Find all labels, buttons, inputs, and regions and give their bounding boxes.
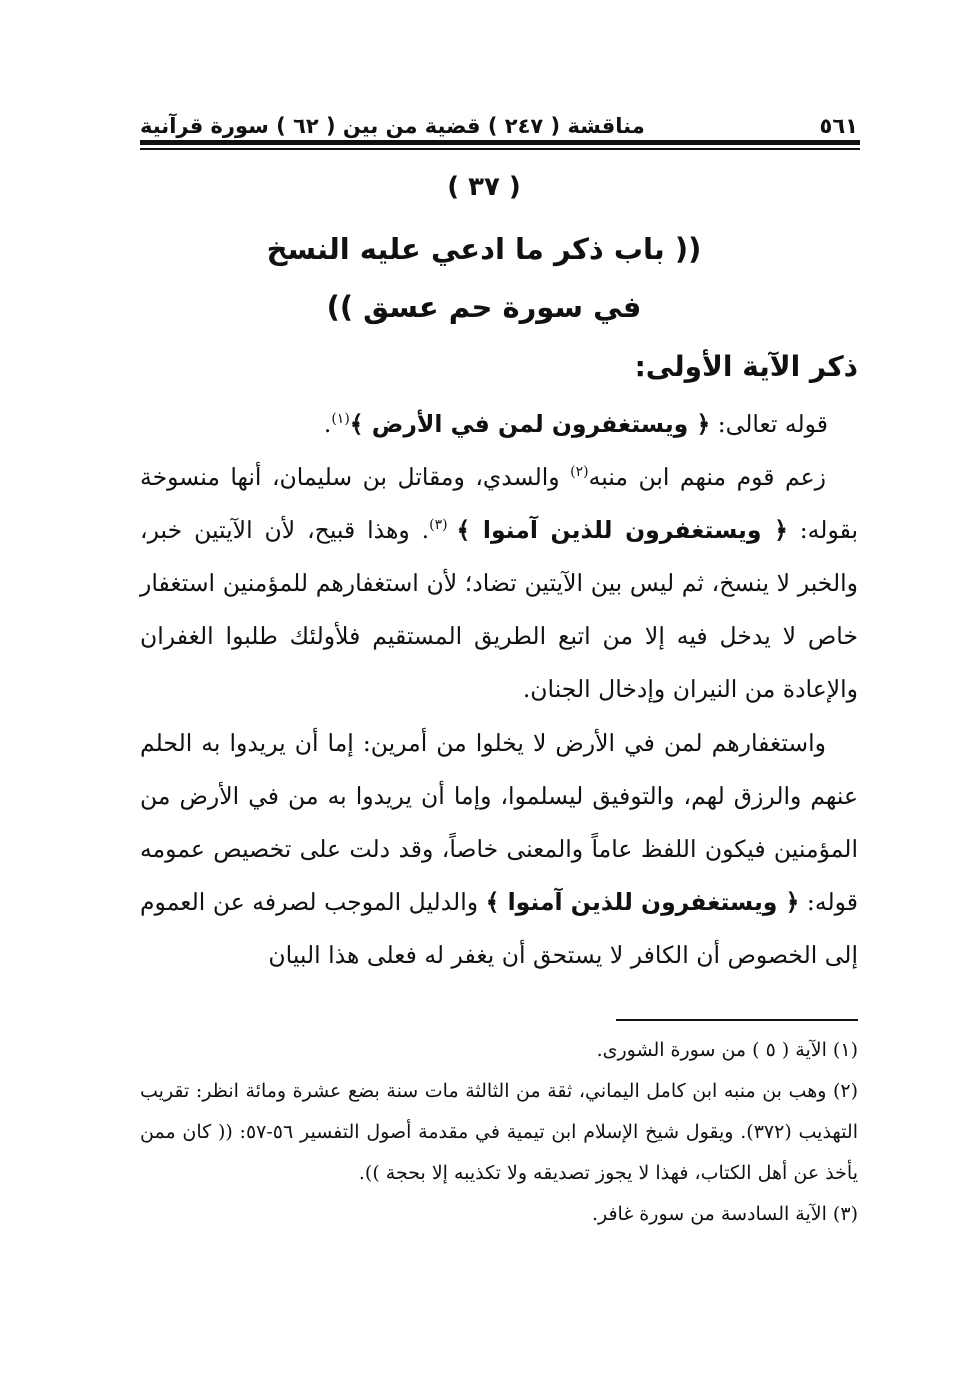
footnote-ref: (٣) bbox=[429, 517, 457, 534]
quran-verse: ﴿ ويستغفرون لمن في الأرض ﴾ bbox=[349, 410, 711, 438]
intro-verse-line bbox=[140, 398, 858, 451]
footnote-separator bbox=[616, 1019, 858, 1021]
footnote-ref: (١) bbox=[331, 411, 350, 428]
paragraph-2-text-b: والدليل الموجب لصرفه عن العموم إلى الخصوص أن الكافر لا يستحق أن يغفر له فعلى هذا البيان bbox=[140, 888, 858, 969]
header-rule-thick bbox=[140, 140, 860, 145]
chapter-number: ( ٣٧ ) bbox=[447, 172, 521, 202]
paragraph-1-text-c: . وهذا قبيح، لأن الآيتين خبر، والخبر لا ينسخ، ثم ليس بين الآيتين تضاد؛ لأن استغفارهم للمؤمنين استغفار خاص لا يدخل فيه إلا من اتبع الطريق المستقيم فلأولئك طلبوا الغفران والإعادة من النيران وإدخال الجنان. bbox=[140, 516, 858, 703]
page-number: ٥٦١ bbox=[819, 114, 858, 138]
footnote-1: (١) الآية ( ٥ ) من سورة الشورى. bbox=[596, 1039, 858, 1061]
chapter-title-line2: في سورة حم عسق )) bbox=[326, 290, 642, 324]
footnotes bbox=[140, 1030, 858, 1235]
intro-suffix: . bbox=[323, 410, 332, 438]
paragraph-2-text-a: واستغفارهم لمن في الأرض لا يخلوا من أمرين: إما أن يريدوا به الحلم عنهم والرزق لهم، والتوفيق ليسلموا، وإما أن يريدوا به من في الأرض من المؤمنين فيكون اللفظ عاماً والمعنى خاصاً، وقد دلت على تخصيص عمومه قوله: bbox=[140, 729, 858, 916]
paragraph-2 bbox=[140, 717, 858, 982]
paragraph-1 bbox=[140, 451, 858, 716]
footnote-2: (٢) وهب بن منبه ابن كامل اليماني، ثقة من الثالثة مات سنة بضع عشرة ومائة انظر: تقريب التهذيب (٣٧٢). ويقول شيخ الإسلام ابن تيمية في مقدمة أصول التفسير ٥٦-٥٧: (( كان ممن يأخذ عن أهل الكتاب، فهذا لا يجوز تصديقه ولا تكذيبه إلا بحجة )). bbox=[140, 1080, 858, 1184]
paragraph-1-text-b: والسدي، ومقاتل بن سليمان، أنها منسوخة بقوله: bbox=[140, 463, 859, 544]
chapter-title-line1: (( باب ذكر ما ادعي عليه النسخ bbox=[266, 232, 702, 266]
intro-prefix: قوله تعالى: bbox=[710, 410, 828, 438]
footnote-ref: (٢) bbox=[570, 464, 589, 481]
quran-verse: ﴿ ويستغفرون للذين آمنوا ﴾ bbox=[456, 516, 788, 544]
quran-verse: ﴿ ويستغفرون للذين آمنوا ﴾ bbox=[485, 888, 800, 916]
running-header bbox=[140, 98, 858, 138]
running-title: مناقشة ( ٢٤٧ ) قضية من بين ( ٦٢ ) سورة قرآنية bbox=[140, 114, 645, 138]
footnote-3: (٣) الآية السادسة من سورة غافر. bbox=[591, 1203, 858, 1225]
header-rule-thin bbox=[140, 148, 860, 150]
paragraph-1-text-a: زعم قوم منهم ابن منبه bbox=[588, 463, 826, 491]
section-heading: ذكر الآية الأولى: bbox=[634, 350, 858, 383]
